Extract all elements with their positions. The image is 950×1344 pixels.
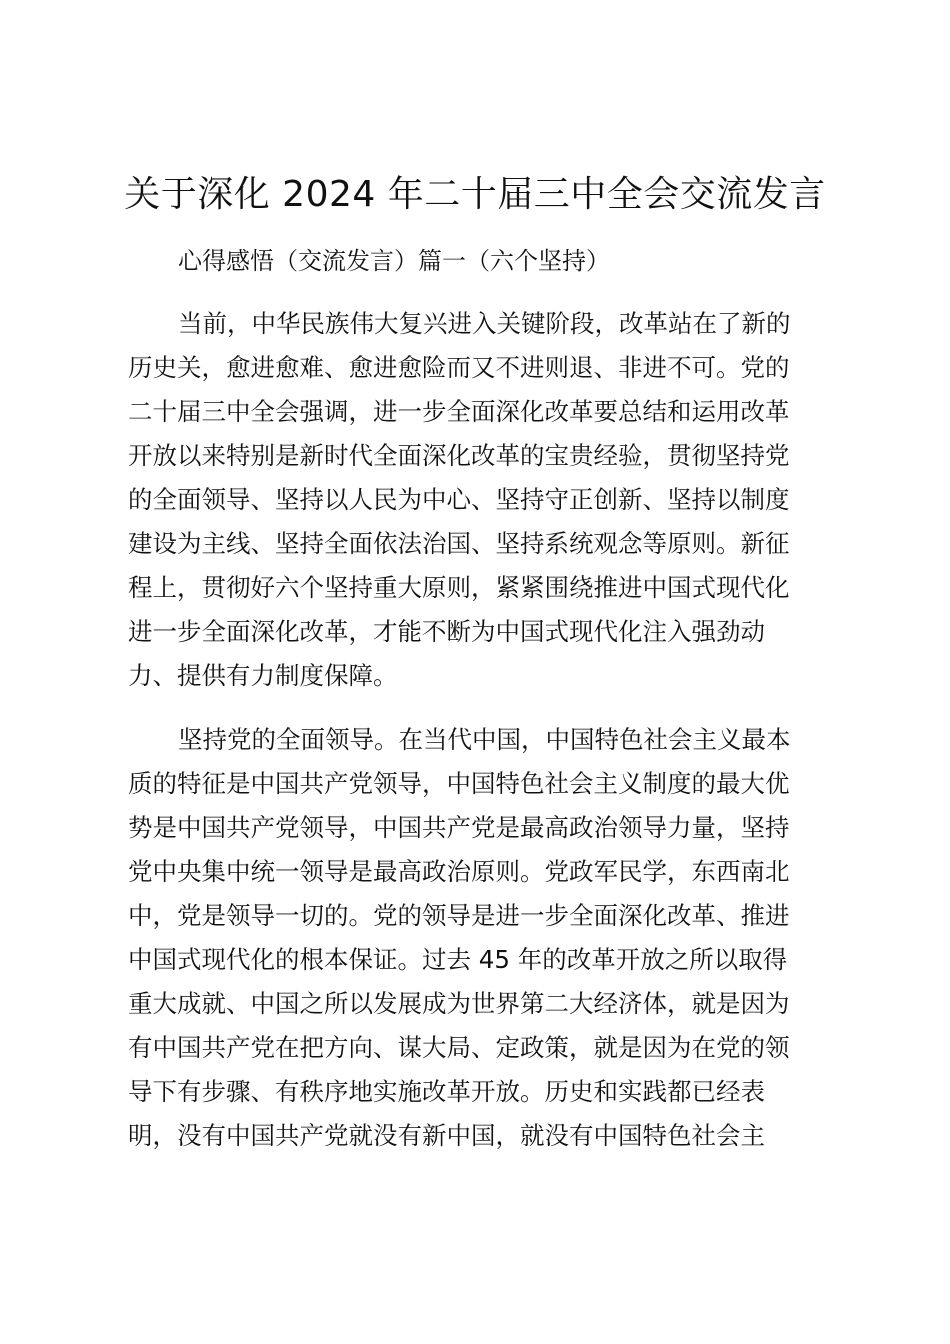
paragraph-line: 势是中国共产党领导，中国共产党是最高政治领导力量，坚持 [128,813,790,842]
paragraph-line: 进一步全面深化改革，才能不断为中国式现代化注入强劲动 [128,617,765,646]
paragraph-line: 二十届三中全会强调，进一步全面深化改革要总结和运用改革 [128,397,790,426]
paragraph-line: 质的特征是中国共产党领导，中国特色社会主义制度的最大优 [128,769,790,798]
document-title: 关于深化 2024 年二十届三中全会交流发言 [124,174,826,215]
paragraph-line: 党中央集中统一领导是最高政治原则。党政军民学，东西南北 [128,857,790,886]
paragraph-line: 有中国共产党在把方向、谋大局、定政策，就是因为在党的领 [128,1033,790,1062]
paragraph-line: 中国式现代化的根本保证。过去 45 年的改革开放之所以取得 [128,945,788,974]
paragraph-line: 程上，贯彻好六个坚持重大原则，紧紧围绕推进中国式现代化 [128,573,790,602]
paragraph-line: 当前，中华民族伟大复兴进入关键阶段，改革站在了新的 [178,309,791,338]
paragraph-line: 的全面领导、坚持以人民为中心、坚持守正创新、坚持以制度 [128,485,790,514]
paragraph-line: 导下有步骤、有秩序地实施改革开放。历史和实践都已经表 [128,1077,765,1106]
paragraph-line: 重大成就、中国之所以发展成为世界第二大经济体，就是因为 [128,989,790,1018]
paragraph-line: 坚持党的全面领导。在当代中国，中国特色社会主义最本 [178,725,791,754]
paragraph-line: 历史关，愈进愈难、愈进愈险而又不进则退、非进不可。党的 [128,353,790,382]
paragraph-line: 明，没有中国共产党就没有新中国，就没有中国特色社会主 [128,1121,765,1150]
paragraph-1 [128,302,838,698]
paragraph-line: 力、提供有力制度保障。 [128,661,398,690]
paragraph-line: 开放以来特别是新时代全面深化改革的宝贵经验，贯彻坚持党 [128,441,790,470]
paragraph-line: 中，党是领导一切的。党的领导是进一步全面深化改革、推进 [128,901,790,930]
document-subtitle: 心得感悟（交流发言）篇一（六个坚持） [178,247,610,275]
paragraph-line: 建设为主线、坚持全面依法治国、坚持系统观念等原则。新征 [128,529,790,558]
paragraph-2 [128,718,838,1158]
